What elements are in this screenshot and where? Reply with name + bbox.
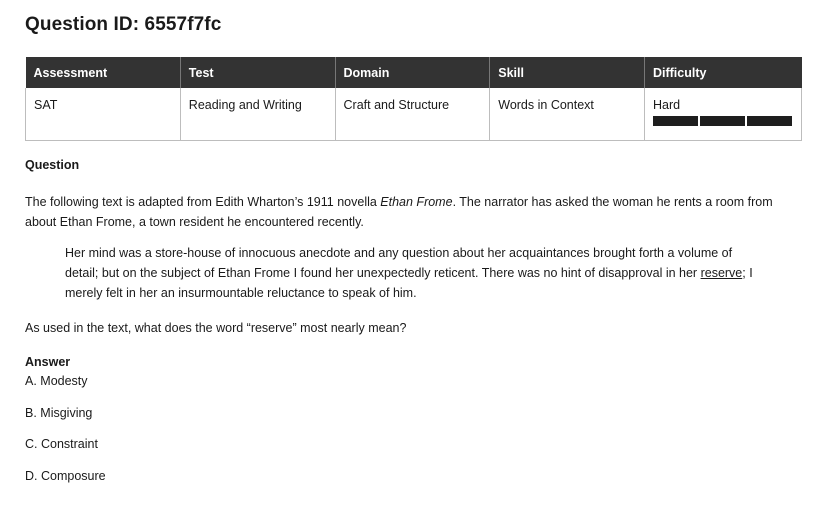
difficulty-bar xyxy=(747,116,792,126)
cell-domain: Craft and Structure xyxy=(335,88,490,140)
quote-target-word: reserve xyxy=(700,266,743,280)
cell-difficulty xyxy=(644,88,801,140)
difficulty-meter xyxy=(653,116,793,126)
passage-quote xyxy=(65,243,765,303)
quote-text-2: ; I merely felt in her an insurmountable reluctance to speak of him. xyxy=(65,266,753,300)
header-difficulty: Difficulty xyxy=(644,57,801,88)
table-header-row xyxy=(26,57,802,88)
header-skill: Skill xyxy=(490,57,645,88)
question-metadata-table xyxy=(25,57,802,141)
difficulty-bar xyxy=(653,116,698,126)
cell-skill: Words in Context xyxy=(490,88,645,140)
page-title: Question ID: 6557f7fc xyxy=(25,14,222,35)
quote-text-1: Her mind was a store-house of innocuous anecdote and any question about her acquaintances brought forth a volume of detail; but on the subject of Ethan Frome I found her unexpectedly reticent. There was no hint of disapproval in her xyxy=(65,246,733,280)
answer-choice-d: D. Composure xyxy=(25,469,106,483)
answer-choice-a: A. Modesty xyxy=(25,374,88,388)
cell-test: Reading and Writing xyxy=(180,88,335,140)
cell-assessment: SAT xyxy=(26,88,181,140)
header-domain: Domain xyxy=(335,57,490,88)
answer-label: Answer xyxy=(25,355,71,369)
intro-novella-title: Ethan Frome xyxy=(380,195,453,209)
answer-choice-c: C. Constraint xyxy=(25,437,98,451)
header-test: Test xyxy=(180,57,335,88)
difficulty-bar xyxy=(700,116,745,126)
intro-text-1: The following text is adapted from Edith Wharton’s 1911 novella xyxy=(25,195,381,209)
header-assessment: Assessment xyxy=(26,57,181,88)
table-row xyxy=(26,88,802,140)
question-prompt: As used in the text, what does the word “reserve” most nearly mean? xyxy=(25,321,407,335)
intro-text-2: . The narrator has asked the woman he rents a room from about Ethan Frome, a town resident he encountered recently. xyxy=(25,195,773,229)
difficulty-label: Hard xyxy=(652,98,681,112)
question-intro xyxy=(25,192,795,232)
answer-choice-b: B. Misgiving xyxy=(25,406,93,420)
question-label: Question xyxy=(25,158,80,172)
